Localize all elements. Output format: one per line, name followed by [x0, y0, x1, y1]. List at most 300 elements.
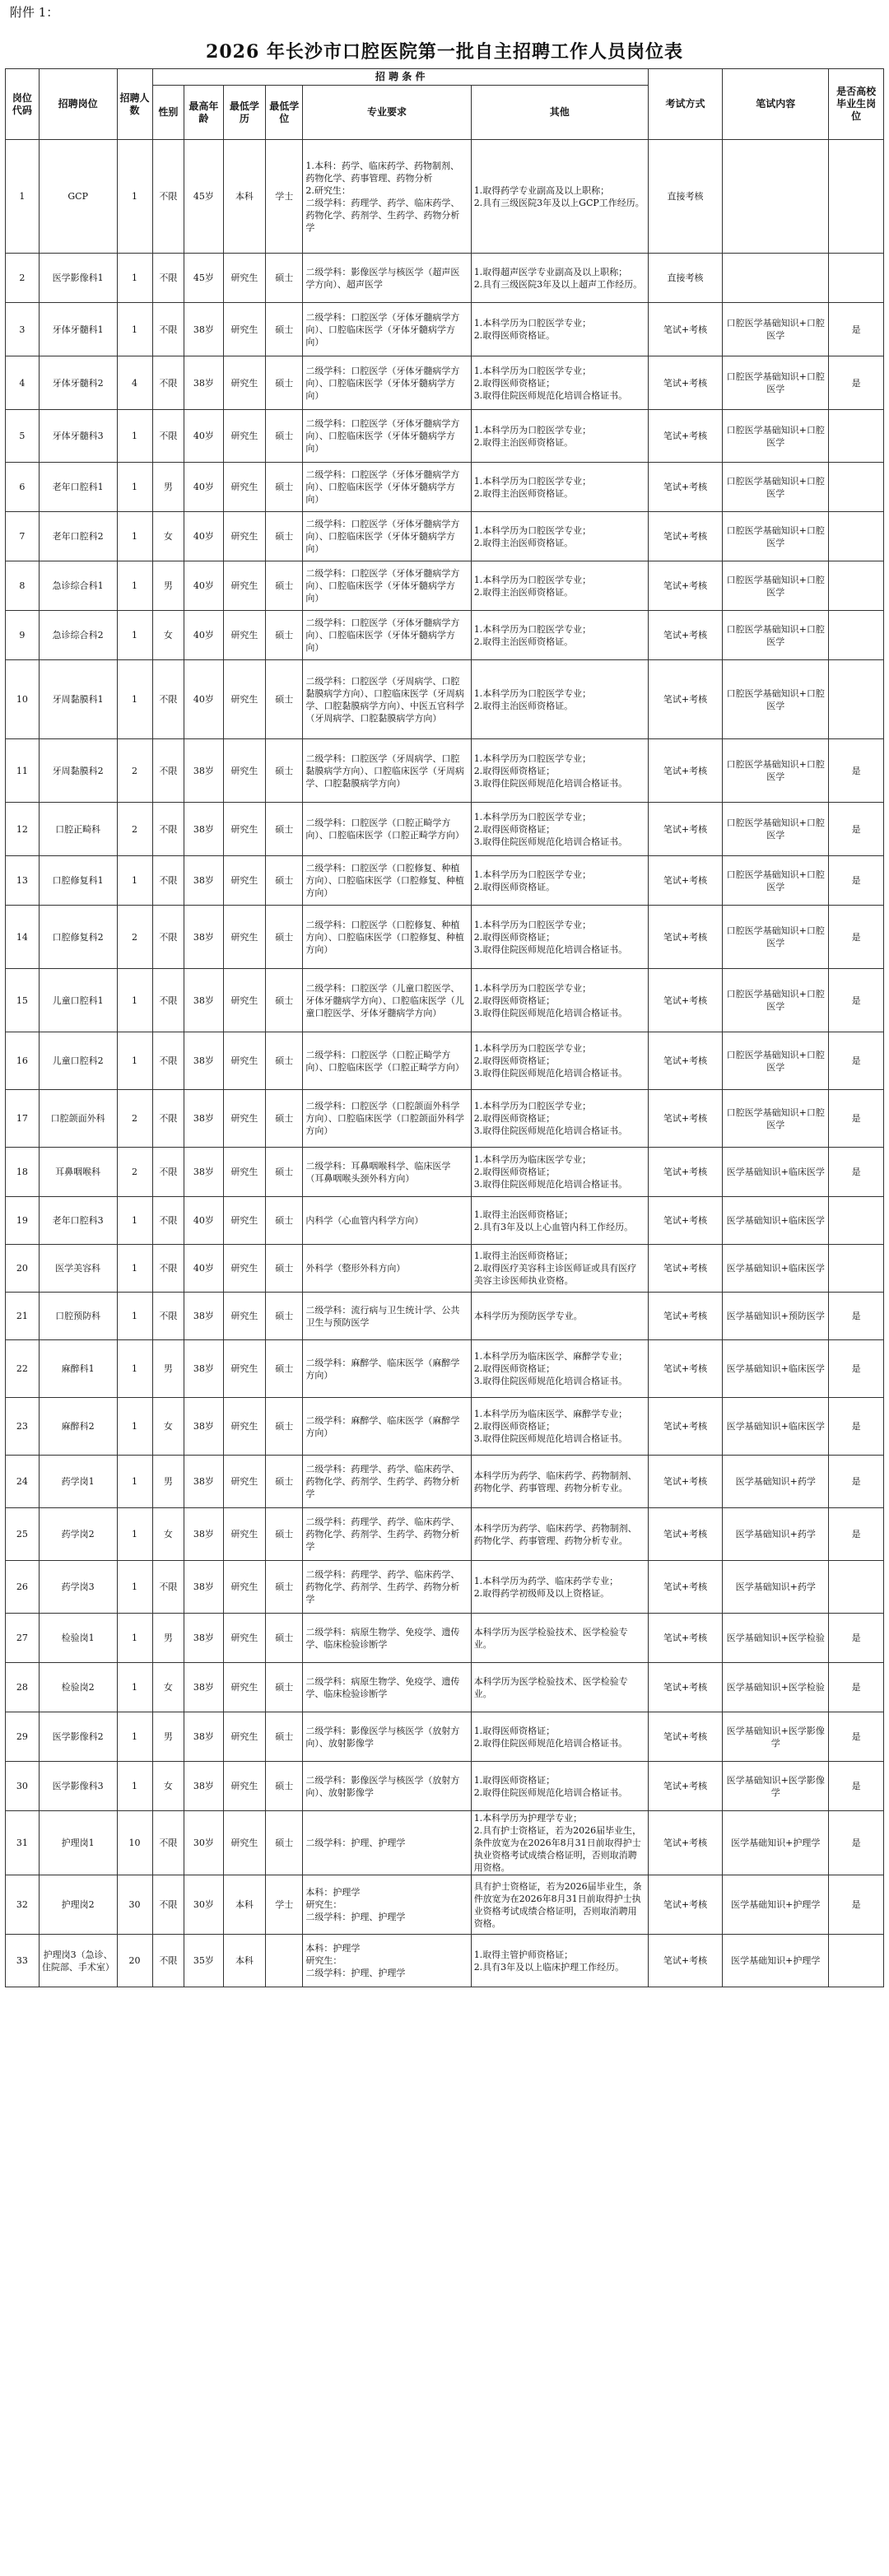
table-row: [6, 739, 884, 803]
row-degree: 硕士: [266, 969, 303, 1032]
row-major: 二级学科：麻醉学、临床医学（麻醉学方向）: [303, 1398, 471, 1456]
row-major: 二级学科：口腔医学（牙体牙髓病学方向）、口腔临床医学（牙体牙髓病学方向）: [303, 611, 471, 660]
row-age: 38岁: [184, 1340, 223, 1398]
row-written: 医学基础知识+临床医学: [723, 1197, 829, 1245]
row-count: 30: [117, 1875, 152, 1935]
row-education: 研究生: [223, 1293, 266, 1340]
row-post: 检验岗1: [39, 1614, 117, 1663]
row-grad: 是: [829, 906, 884, 969]
row-written: 医学基础知识+临床医学: [723, 1245, 829, 1293]
row-major: 二级学科：麻醉学、临床医学（麻醉学方向）: [303, 1340, 471, 1398]
row-other: 1.本科学历为口腔医学专业； 2.取得主治医师资格证。: [471, 561, 648, 611]
row-education: 研究生: [223, 611, 266, 660]
row-post: 儿童口腔科2: [39, 1032, 117, 1090]
row-education: 研究生: [223, 1197, 266, 1245]
row-count: 2: [117, 1148, 152, 1197]
row-count: 1: [117, 1508, 152, 1561]
row-degree: 学士: [266, 140, 303, 254]
row-code: 33: [6, 1935, 40, 1987]
row-grad: [829, 463, 884, 512]
row-education: 研究生: [223, 1245, 266, 1293]
row-grad: [829, 1197, 884, 1245]
row-code: 1: [6, 140, 40, 254]
header-grad: 是否高校毕业生岗位: [829, 69, 884, 140]
table-row: [6, 1614, 884, 1663]
table-row: [6, 660, 884, 739]
row-age: 40岁: [184, 410, 223, 463]
row-degree: 硕士: [266, 410, 303, 463]
row-code: 31: [6, 1811, 40, 1875]
row-exam: 笔试+考核: [648, 410, 722, 463]
row-post: 医学影像科3: [39, 1762, 117, 1811]
row-age: 38岁: [184, 1762, 223, 1811]
row-exam: 笔试+考核: [648, 356, 722, 410]
row-code: 23: [6, 1398, 40, 1456]
row-other: 1.本科学历为口腔医学专业； 2.取得医师资格证； 3.取得住院医师规范化培训合格证书。: [471, 1090, 648, 1148]
row-age: 38岁: [184, 1032, 223, 1090]
row-post: 麻醉科2: [39, 1398, 117, 1456]
row-written: 医学基础知识+医学影像学: [723, 1762, 829, 1811]
row-exam: 笔试+考核: [648, 1508, 722, 1561]
header-degree: 最低学位: [266, 86, 303, 140]
row-education: 研究生: [223, 1561, 266, 1614]
row-grad: [829, 1935, 884, 1987]
row-exam: 笔试+考核: [648, 1811, 722, 1875]
row-major: 二级学科：影像医学与核医学（放射方向）、放射影像学: [303, 1712, 471, 1762]
row-education: 研究生: [223, 1340, 266, 1398]
row-gender: 女: [152, 512, 184, 561]
row-degree: 硕士: [266, 1340, 303, 1398]
row-code: 14: [6, 906, 40, 969]
table-row: [6, 140, 884, 254]
row-post: 老年口腔科3: [39, 1197, 117, 1245]
header-gender: 性别: [152, 86, 184, 140]
row-grad: 是: [829, 356, 884, 410]
row-other: 1.取得药学专业副高及以上职称； 2.具有三级医院3年及以上GCP工作经历。: [471, 140, 648, 254]
row-code: 18: [6, 1148, 40, 1197]
row-major: 二级学科：影像医学与核医学（放射方向）、放射影像学: [303, 1762, 471, 1811]
row-major: 二级学科：病原生物学、免疫学、遗传学、临床检验诊断学: [303, 1614, 471, 1663]
row-exam: 笔试+考核: [648, 660, 722, 739]
row-post: 护理岗1: [39, 1811, 117, 1875]
table-row: [6, 1148, 884, 1197]
row-written: 医学基础知识+护理学: [723, 1811, 829, 1875]
row-exam: 笔试+考核: [648, 1032, 722, 1090]
row-count: 1: [117, 1032, 152, 1090]
row-major: 外科学（整形外科方向）: [303, 1245, 471, 1293]
row-degree: 硕士: [266, 906, 303, 969]
row-code: 3: [6, 303, 40, 356]
table-row: [6, 512, 884, 561]
row-degree: 硕士: [266, 856, 303, 906]
row-age: 40岁: [184, 660, 223, 739]
row-other: 本科学历为预防医学专业。: [471, 1293, 648, 1340]
row-degree: 硕士: [266, 561, 303, 611]
row-age: 38岁: [184, 856, 223, 906]
row-exam: 笔试+考核: [648, 1340, 722, 1398]
table-row: [6, 254, 884, 303]
row-written: 口腔医学基础知识+口腔医学: [723, 803, 829, 856]
row-age: 45岁: [184, 140, 223, 254]
row-other: 1.本科学历为药学、临床药学专业； 2.取得药学初级师及以上资格证。: [471, 1561, 648, 1614]
row-count: 2: [117, 803, 152, 856]
row-degree: 硕士: [266, 463, 303, 512]
row-written: 口腔医学基础知识+口腔医学: [723, 660, 829, 739]
row-degree: 硕士: [266, 303, 303, 356]
table-row: [6, 410, 884, 463]
row-written: 口腔医学基础知识+口腔医学: [723, 512, 829, 561]
row-major: 二级学科：口腔医学（牙体牙髓病学方向）、口腔临床医学（牙体牙髓病学方向）: [303, 356, 471, 410]
row-other: 1.本科学历为口腔医学专业； 2.取得医师资格证； 3.取得住院医师规范化培训合格证书。: [471, 356, 648, 410]
row-other: 1.取得医师资格证； 2.取得住院医师规范化培训合格证书。: [471, 1712, 648, 1762]
row-code: 15: [6, 969, 40, 1032]
row-count: 1: [117, 1245, 152, 1293]
row-grad: 是: [829, 1148, 884, 1197]
row-other: 1.本科学历为口腔医学专业； 2.取得医师资格证； 3.取得住院医师规范化培训合格证书。: [471, 739, 648, 803]
row-education: 研究生: [223, 1508, 266, 1561]
header-conditions: 招 聘 条 件: [152, 69, 648, 86]
table-row: [6, 1935, 884, 1987]
row-other: 本科学历为医学检验技术、医学检验专业。: [471, 1614, 648, 1663]
row-degree: 硕士: [266, 1148, 303, 1197]
row-degree: 硕士: [266, 1090, 303, 1148]
row-code: 7: [6, 512, 40, 561]
row-post: 口腔预防科: [39, 1293, 117, 1340]
row-degree: 硕士: [266, 1663, 303, 1712]
row-written: 医学基础知识+临床医学: [723, 1398, 829, 1456]
row-code: 28: [6, 1663, 40, 1712]
row-code: 25: [6, 1508, 40, 1561]
row-gender: 女: [152, 1663, 184, 1712]
row-education: 研究生: [223, 1614, 266, 1663]
row-other: 1.本科学历为临床医学专业； 2.取得医师资格证； 3.取得住院医师规范化培训合格证书。: [471, 1148, 648, 1197]
header-other: 其他: [471, 86, 648, 140]
row-exam: 笔试+考核: [648, 1245, 722, 1293]
row-written: 口腔医学基础知识+口腔医学: [723, 463, 829, 512]
row-post: 耳鼻咽喉科: [39, 1148, 117, 1197]
row-grad: [829, 1245, 884, 1293]
row-post: GCP: [39, 140, 117, 254]
row-count: 1: [117, 140, 152, 254]
row-grad: 是: [829, 1293, 884, 1340]
row-exam: 笔试+考核: [648, 1663, 722, 1712]
row-major: 二级学科：口腔医学（牙体牙髓病学方向）、口腔临床医学（牙体牙髓病学方向）: [303, 463, 471, 512]
row-post: 牙体牙髓科3: [39, 410, 117, 463]
row-exam: 笔试+考核: [648, 1293, 722, 1340]
row-grad: 是: [829, 856, 884, 906]
row-count: 1: [117, 1293, 152, 1340]
row-gender: 女: [152, 611, 184, 660]
table-row: [6, 906, 884, 969]
row-gender: 不限: [152, 906, 184, 969]
row-degree: 硕士: [266, 512, 303, 561]
header-code: 岗位代码: [6, 69, 40, 140]
row-education: 本科: [223, 1935, 266, 1987]
row-age: 38岁: [184, 1508, 223, 1561]
table-row: [6, 1811, 884, 1875]
row-degree: 硕士: [266, 1398, 303, 1456]
row-post: 药学岗3: [39, 1561, 117, 1614]
row-gender: 不限: [152, 1245, 184, 1293]
row-count: 10: [117, 1811, 152, 1875]
row-grad: 是: [829, 1508, 884, 1561]
row-gender: 男: [152, 463, 184, 512]
row-code: 26: [6, 1561, 40, 1614]
row-other: 1.本科学历为临床医学、麻醉学专业； 2.取得医师资格证； 3.取得住院医师规范化培训合格证书。: [471, 1398, 648, 1456]
row-other: 1.本科学历为口腔医学专业； 2.取得医师资格证。: [471, 303, 648, 356]
row-exam: 笔试+考核: [648, 512, 722, 561]
row-grad: [829, 660, 884, 739]
row-grad: [829, 512, 884, 561]
row-education: 研究生: [223, 1762, 266, 1811]
row-gender: 不限: [152, 1197, 184, 1245]
row-education: 研究生: [223, 969, 266, 1032]
row-other: 1.取得主管护师资格证； 2.具有3年及以上临床护理工作经历。: [471, 1935, 648, 1987]
row-major: 内科学（心血管内科学方向）: [303, 1197, 471, 1245]
row-written: 口腔医学基础知识+口腔医学: [723, 1032, 829, 1090]
row-other: 1.取得主治医师资格证； 2.取得医疗美容科主诊医师证或具有医疗美容主诊医师执业资格。: [471, 1245, 648, 1293]
row-gender: 不限: [152, 1811, 184, 1875]
row-other: 1.取得医师资格证； 2.取得住院医师规范化培训合格证书。: [471, 1762, 648, 1811]
table-row: [6, 1508, 884, 1561]
row-major: 二级学科：口腔医学（口腔修复、种植方向）、口腔临床医学（口腔修复、种植方向）: [303, 856, 471, 906]
row-exam: 笔试+考核: [648, 463, 722, 512]
row-other: 1.本科学历为口腔医学专业； 2.取得医师资格证； 3.取得住院医师规范化培训合格证书。: [471, 906, 648, 969]
row-exam: 笔试+考核: [648, 1614, 722, 1663]
row-age: 38岁: [184, 1456, 223, 1508]
table-row: [6, 1032, 884, 1090]
table-row: [6, 1197, 884, 1245]
row-age: 38岁: [184, 1663, 223, 1712]
row-written: 医学基础知识+临床医学: [723, 1148, 829, 1197]
row-degree: 硕士: [266, 1197, 303, 1245]
row-written: 口腔医学基础知识+口腔医学: [723, 611, 829, 660]
row-written: 口腔医学基础知识+口腔医学: [723, 1090, 829, 1148]
row-other: 具有护士资格证，若为2026届毕业生，条件放宽为在2026年8月31日前取得护士执业资格考试成绩合格证明，否则取消聘用资格。: [471, 1875, 648, 1935]
row-gender: 不限: [152, 1148, 184, 1197]
row-grad: 是: [829, 803, 884, 856]
row-code: 21: [6, 1293, 40, 1340]
row-count: 2: [117, 906, 152, 969]
row-degree: 硕士: [266, 1614, 303, 1663]
row-exam: 笔试+考核: [648, 906, 722, 969]
row-count: 1: [117, 856, 152, 906]
row-degree: 硕士: [266, 1712, 303, 1762]
row-gender: 不限: [152, 303, 184, 356]
row-count: 1: [117, 512, 152, 561]
row-code: 24: [6, 1456, 40, 1508]
row-written: 口腔医学基础知识+口腔医学: [723, 856, 829, 906]
row-major: 二级学科：病原生物学、免疫学、遗传学、临床检验诊断学: [303, 1663, 471, 1712]
row-grad: [829, 254, 884, 303]
row-degree: 硕士: [266, 1456, 303, 1508]
row-education: 研究生: [223, 1398, 266, 1456]
row-grad: [829, 561, 884, 611]
row-gender: 男: [152, 1456, 184, 1508]
row-grad: 是: [829, 1614, 884, 1663]
row-count: 1: [117, 611, 152, 660]
row-post: 口腔正畸科: [39, 803, 117, 856]
row-major: 二级学科：口腔医学（牙体牙髓病学方向）、口腔临床医学（牙体牙髓病学方向）: [303, 512, 471, 561]
row-education: 研究生: [223, 1456, 266, 1508]
row-code: 19: [6, 1197, 40, 1245]
row-degree: 硕士: [266, 356, 303, 410]
row-count: 1: [117, 1762, 152, 1811]
row-degree: 硕士: [266, 739, 303, 803]
row-gender: 男: [152, 1614, 184, 1663]
row-written: 医学基础知识+药学: [723, 1508, 829, 1561]
row-education: 研究生: [223, 1090, 266, 1148]
row-grad: 是: [829, 1090, 884, 1148]
row-code: 4: [6, 356, 40, 410]
row-grad: [829, 140, 884, 254]
row-education: 研究生: [223, 356, 266, 410]
row-other: 1.本科学历为口腔医学专业； 2.取得医师资格证； 3.取得住院医师规范化培训合格证书。: [471, 969, 648, 1032]
header-age: 最高年龄: [184, 86, 223, 140]
row-count: 2: [117, 1090, 152, 1148]
row-written: 医学基础知识+医学检验: [723, 1614, 829, 1663]
row-gender: 男: [152, 561, 184, 611]
row-written: 口腔医学基础知识+口腔医学: [723, 739, 829, 803]
row-major: 本科：护理学 研究生： 二级学科：护理、护理学: [303, 1935, 471, 1987]
row-code: 10: [6, 660, 40, 739]
row-age: 38岁: [184, 969, 223, 1032]
row-other: 本科学历为药学、临床药学、药物制剂、药物化学、药事管理、药物分析专业。: [471, 1508, 648, 1561]
row-count: 4: [117, 356, 152, 410]
row-education: 研究生: [223, 1148, 266, 1197]
row-other: 1.本科学历为口腔医学专业； 2.取得主治医师资格证。: [471, 463, 648, 512]
row-post: 老年口腔科2: [39, 512, 117, 561]
row-education: 研究生: [223, 1712, 266, 1762]
row-education: 研究生: [223, 254, 266, 303]
row-exam: 笔试+考核: [648, 1148, 722, 1197]
row-grad: 是: [829, 1762, 884, 1811]
row-post: 老年口腔科1: [39, 463, 117, 512]
table-row: [6, 1762, 884, 1811]
row-age: 38岁: [184, 1148, 223, 1197]
row-degree: 硕士: [266, 1245, 303, 1293]
row-post: 口腔修复科1: [39, 856, 117, 906]
row-count: 1: [117, 969, 152, 1032]
header-post: 招聘岗位: [39, 69, 117, 140]
row-post: 医学影像科1: [39, 254, 117, 303]
row-code: 13: [6, 856, 40, 906]
row-gender: 不限: [152, 140, 184, 254]
row-education: 研究生: [223, 1811, 266, 1875]
row-age: 40岁: [184, 1197, 223, 1245]
row-post: 护理岗2: [39, 1875, 117, 1935]
table-row: [6, 561, 884, 611]
row-written: 医学基础知识+药学: [723, 1456, 829, 1508]
row-degree: 硕士: [266, 803, 303, 856]
row-education: 研究生: [223, 561, 266, 611]
row-major: 二级学科：口腔医学（口腔正畸学方向）、口腔临床医学（口腔正畸学方向）: [303, 803, 471, 856]
row-grad: 是: [829, 1032, 884, 1090]
row-age: 40岁: [184, 463, 223, 512]
row-degree: 硕士: [266, 1762, 303, 1811]
row-education: 本科: [223, 140, 266, 254]
row-age: 38岁: [184, 1293, 223, 1340]
table-row: [6, 1090, 884, 1148]
row-post: 急诊综合科2: [39, 611, 117, 660]
row-other: 1.本科学历为口腔医学专业； 2.取得主治医师资格证。: [471, 410, 648, 463]
row-exam: 笔试+考核: [648, 1935, 722, 1987]
row-code: 11: [6, 739, 40, 803]
row-education: 研究生: [223, 803, 266, 856]
row-other: 1.取得超声医学专业副高及以上职称； 2.具有三级医院3年及以上超声工作经历。: [471, 254, 648, 303]
row-degree: 硕士: [266, 1293, 303, 1340]
row-age: 40岁: [184, 512, 223, 561]
row-major: 二级学科：口腔医学（口腔颌面外科学方向）、口腔临床医学（口腔颌面外科学方向）: [303, 1090, 471, 1148]
row-exam: 笔试+考核: [648, 1456, 722, 1508]
row-code: 20: [6, 1245, 40, 1293]
row-grad: [829, 410, 884, 463]
row-degree: 硕士: [266, 1561, 303, 1614]
row-count: 1: [117, 254, 152, 303]
header-written: 笔试内容: [723, 69, 829, 140]
row-count: 1: [117, 410, 152, 463]
row-gender: 女: [152, 1508, 184, 1561]
row-degree: [266, 1935, 303, 1987]
row-code: 16: [6, 1032, 40, 1090]
row-count: 1: [117, 1663, 152, 1712]
row-post: 护理岗3（急诊、住院部、手术室）: [39, 1935, 117, 1987]
row-count: 1: [117, 303, 152, 356]
row-major: 二级学科：药理学、药学、临床药学、药物化学、药剂学、生药学、药物分析学: [303, 1456, 471, 1508]
table-row: [6, 356, 884, 410]
row-post: 牙周黏膜科1: [39, 660, 117, 739]
row-other: 1.本科学历为口腔医学专业； 2.取得主治医师资格证。: [471, 660, 648, 739]
row-major: 二级学科：口腔医学（口腔正畸学方向）、口腔临床医学（口腔正畸学方向）: [303, 1032, 471, 1090]
row-code: 12: [6, 803, 40, 856]
row-grad: 是: [829, 1712, 884, 1762]
row-count: 1: [117, 1340, 152, 1398]
row-gender: 不限: [152, 660, 184, 739]
row-age: 38岁: [184, 739, 223, 803]
row-major: 二级学科：流行病与卫生统计学、公共卫生与预防医学: [303, 1293, 471, 1340]
row-major: 二级学科：护理、护理学: [303, 1811, 471, 1875]
row-gender: 不限: [152, 1032, 184, 1090]
row-post: 牙体牙髓科1: [39, 303, 117, 356]
row-exam: 笔试+考核: [648, 561, 722, 611]
row-grad: [829, 611, 884, 660]
row-post: 牙体牙髓科2: [39, 356, 117, 410]
row-grad: 是: [829, 303, 884, 356]
row-age: 45岁: [184, 254, 223, 303]
row-post: 急诊综合科1: [39, 561, 117, 611]
row-degree: 硕士: [266, 1508, 303, 1561]
row-gender: 不限: [152, 803, 184, 856]
row-major: 1.本科：药学、临床药学、药物制剂、药物化学、药事管理、药物分析 2.研究生： 二级学科：药理学、药学、临床药学、药物化学、药剂学、生药学、药物分析学: [303, 140, 471, 254]
row-major: 二级学科：口腔医学（儿童口腔医学、牙体牙髓病学方向）、口腔临床医学（儿童口腔医学、牙体牙髓病学方向）: [303, 969, 471, 1032]
table-row: [6, 1398, 884, 1456]
row-code: 6: [6, 463, 40, 512]
row-education: 研究生: [223, 856, 266, 906]
row-degree: 硕士: [266, 254, 303, 303]
table-row: [6, 303, 884, 356]
row-age: 38岁: [184, 803, 223, 856]
row-count: 1: [117, 1712, 152, 1762]
row-age: 40岁: [184, 611, 223, 660]
row-count: 1: [117, 1456, 152, 1508]
row-written: [723, 140, 829, 254]
row-gender: 不限: [152, 356, 184, 410]
row-code: 2: [6, 254, 40, 303]
row-grad: 是: [829, 1398, 884, 1456]
row-written: 口腔医学基础知识+口腔医学: [723, 561, 829, 611]
row-other: 本科学历为医学检验技术、医学检验专业。: [471, 1663, 648, 1712]
row-written: 口腔医学基础知识+口腔医学: [723, 969, 829, 1032]
